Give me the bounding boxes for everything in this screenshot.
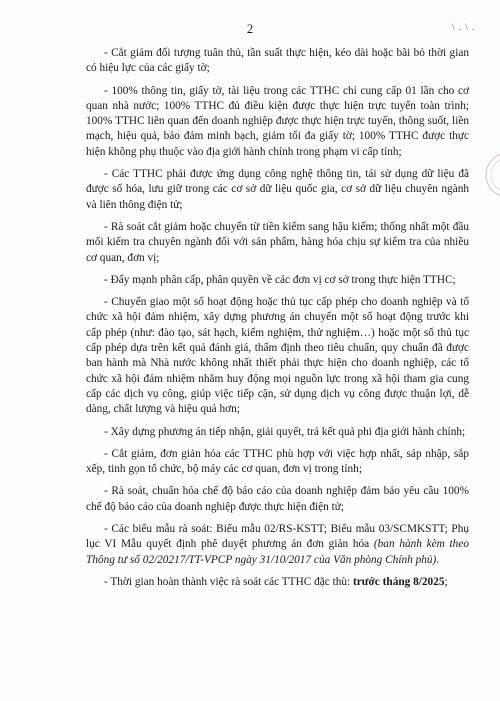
forms-lead-text: - Các biểu mẫu rà soát: Biểu mẫu 02/RS-KSTT; Biểu mẫu 03/SCMKSTT; Phụ lục VI Mẫu quyết định phê duyệt phương án đơn giản hóa <box>86 523 469 551</box>
page-number: 2 <box>246 22 254 36</box>
paragraph-reporting-standardize: - Rà soát, chuẩn hóa chế độ báo cáo của doanh nghiệp đảm bảo yêu cầu 100% chế độ báo cáo của doanh nghiệp được thực hiện điện tử; <box>86 485 469 513</box>
deadline-bold-text: trước tháng 8/2025 <box>353 575 445 588</box>
paragraph-deadline <box>86 575 469 590</box>
corner-mark: \ . \ . <box>452 22 476 32</box>
paragraph-decentralization: - Đẩy mạnh phân cấp, phân quyền về các đơn vị cơ sở trong thực hiện TTHC; <box>104 273 456 286</box>
stamp-fragment-icon <box>478 150 500 200</box>
paragraph-transfer-licensing: - Chuyển giao một số hoạt động hoặc thủ tục cấp phép cho doanh nghiệp và tổ chức xã hội đảm nhiệm, xây dựng phương án chuyển một số hoạt động trước khi cấp phép (như: đào tạo, sát hạch, kiểm nghiệm, thử nghiệm…) hoặc một số thủ tục cấp phép dựa trên kết quả đánh giá, thẩm định theo tiêu chuẩn, quy chuẩn đã được ban hành mà Nhà nước không nhất thiết phải thực hiện cho doanh nghiệp, các tổ chức xã hội đảm nhiệm nhằm huy động mọi nguồn lực trong xã hội tham gia cung cấp các dịch vụ công, giúp việc tiếp cận, sử dụng dịch vụ công được thuận lợi, dễ dàng, chất lượng và hiệu quả hơn; <box>86 296 469 416</box>
forms-tail-text: . <box>436 553 440 566</box>
paragraph-review-forms <box>86 522 469 568</box>
paragraph-reduce-subjects: - Cắt giảm đối tượng tuân thủ, tần suất thực hiện, kéo dài hoặc bãi bỏ thời gian có hiệu lực của các giấy tờ; <box>86 47 469 75</box>
deadline-lead-text: - Thời gian hoàn thành việc rà soát các TTHC đặc thù: <box>104 575 353 588</box>
paragraph-online-procedures: - 100% thông tin, giấy tờ, tài liệu trong các TTHC chỉ cung cấp 01 lần cho cơ quan nhà nước; 100% TTHC đủ điều kiện được thực hiện trực tuyến toàn trình; 100% TTHC liên quan đến doanh nghiệp được thực hiện trực tuyến, thông suốt, liền mạch, hiệu quả, bảo đảm minh bạch, giảm tối đa giấy tờ; 100% TTHC được thực hiện không phụ thuộc vào địa giới hành chính trong phạm vi cấp tỉnh; <box>86 84 469 158</box>
forms-italic-text: (ban hành kèm theo Thông tư số 02/20217/TT-VPCP ngày 31/10/2017 của Văn phòng Chính phủ) <box>86 538 469 566</box>
paragraph-post-inspection: - Rà soát cắt giảm hoặc chuyển từ tiền kiểm sang hậu kiểm; thống nhất một đầu mối kiểm tra chuyên ngành đối với sản phẩm, hàng hóa chịu sự kiểm tra của nhiều cơ quan, đơn vị; <box>86 220 469 264</box>
paragraph-simplify-restructure: - Cắt giảm, đơn giản hóa các TTHC phù hợp với việc hợp nhất, sáp nhập, sắp xếp, tinh gọn tổ chức, bộ máy các cơ quan, đơn vị trong tỉnh; <box>86 447 469 476</box>
document-body <box>86 46 469 597</box>
paragraph-non-territorial: - Xây dựng phương án tiếp nhận, giải quyết, trả kết quả phi địa giới hành chính; <box>104 425 466 438</box>
paragraph-it-application: - Các TTHC phải được ứng dụng công nghệ thông tin, tái sử dụng dữ liệu đã được số hóa, lưu giữ trong các cơ sở dữ liệu quốc gia, cơ sở dữ liệu chuyên ngành và liên thông điện tử; <box>86 168 469 211</box>
deadline-tail-text: ; <box>444 575 448 588</box>
